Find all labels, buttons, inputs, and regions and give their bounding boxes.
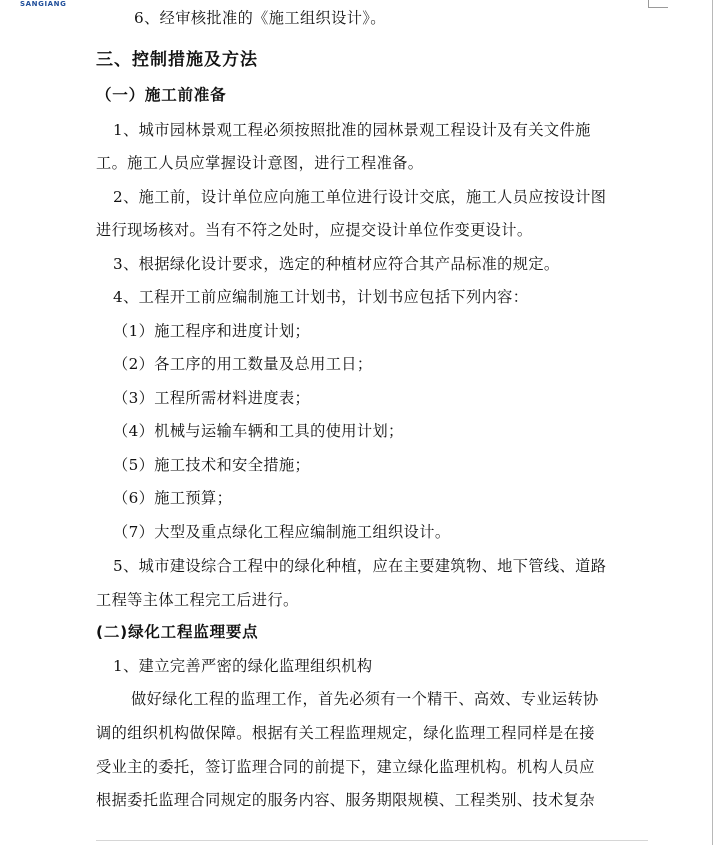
plan-item-1: （1）施工程序和进度计划； — [113, 322, 311, 340]
header-logo: SANGIANG — [20, 0, 67, 8]
plan-item-4: （4）机械与运输车辆和工具的使用计划； — [113, 422, 404, 440]
list-item-6: 6、经审核批准的《施工组织设计》。 — [134, 9, 386, 27]
paragraph-1-line-2: 工。施工人员应掌握设计意图，进行工程准备。 — [96, 154, 424, 172]
paragraph-2-line-2: 进行现场核对。当有不符之处时，应提交设计单位作变更设计。 — [96, 221, 533, 239]
body-paragraph-line-3: 受业主的委托，签订监理合同的前提下，建立绿化监理机构。机构人员应 — [96, 758, 595, 776]
plan-item-2: （2）各工序的用工数量及总用工日； — [113, 355, 373, 373]
paragraph-4: 4、工程开工前应编制施工计划书，计划书应包括下列内容： — [113, 288, 529, 306]
plan-item-5: （5）施工技术和安全措施； — [113, 456, 311, 474]
paragraph-3: 3、根据绿化设计要求，选定的种植材应符合其产品标准的规定。 — [113, 255, 560, 273]
paragraph-1-line-1: 1、城市园林景观工程必须按照批准的园林景观工程设计及有关文件施 — [113, 121, 591, 139]
page-bottom-rule — [96, 840, 648, 841]
crop-mark-vertical — [648, 0, 649, 8]
plan-item-6: （6）施工预算； — [113, 489, 233, 507]
body-paragraph-line-4: 根据委托监理合同规定的服务内容、服务期限规模、工程类别、技术复杂 — [96, 791, 595, 809]
subsection-heading-1: （一）施工前准备 — [96, 86, 227, 104]
plan-item-3: （3）工程所需材料进度表； — [113, 389, 311, 407]
paragraph-5-line-2: 工程等主体工程完工后进行。 — [96, 591, 299, 609]
page-right-border — [712, 0, 713, 845]
paragraph-2-line-1: 2、施工前，设计单位应向施工单位进行设计交底，施工人员应按设计图 — [113, 188, 607, 206]
section-heading-3: 三、控制措施及方法 — [96, 50, 258, 70]
paragraph-5-line-1: 5、城市建设综合工程中的绿化种植，应在主要建筑物、地下管线、道路 — [113, 557, 607, 575]
subsection-heading-2: (二)绿化工程监理要点 — [96, 623, 259, 641]
plan-item-7: （7）大型及重点绿化工程应编制施工组织设计。 — [113, 523, 451, 541]
body-paragraph-line-1: 做好绿化工程的监理工作，首先必须有一个精干、高效、专业运转协 — [131, 690, 599, 708]
body-paragraph-line-2: 调的组织机构做保障。根据有关工程监理规定，绿化监理工程同样是在接 — [96, 724, 595, 742]
point-1-heading: 1、建立完善严密的绿化监理组织机构 — [113, 657, 373, 675]
